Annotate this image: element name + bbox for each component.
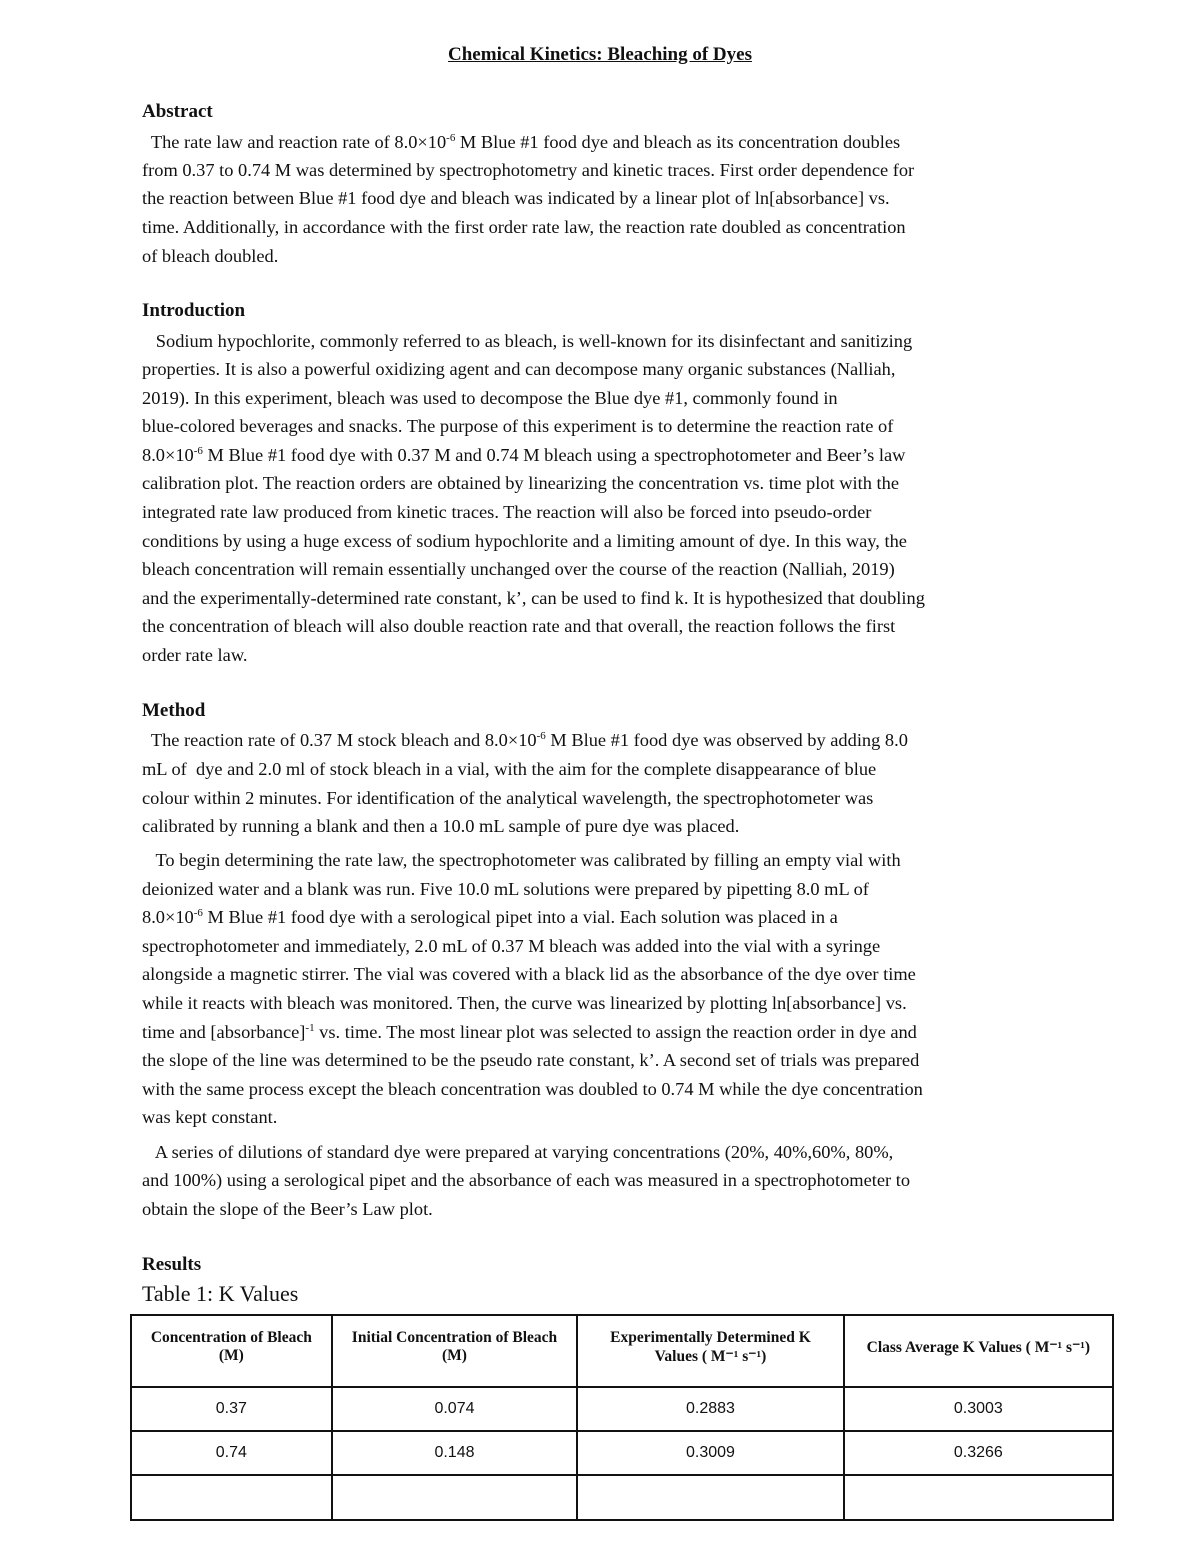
table-header-cell: Experimentally Determined K Values ( M⁻¹ s⁻¹) [577, 1315, 843, 1387]
method-heading: Method [142, 700, 206, 721]
method-line: the slope of the line was determined to be the pseudo rate constant, k’. A second set of trials was prepared [142, 1050, 920, 1070]
abstract-line: the reaction between Blue #1 food dye and bleach was indicated by a linear plot of ln[absorbance] vs. [142, 188, 890, 208]
table-cell [332, 1475, 578, 1520]
table-cell: 0.2883 [577, 1387, 843, 1431]
abstract-heading: Abstract [142, 101, 213, 122]
method-line: $8.0\times 10^{-6}$ M Blue #1 food dye with a serological pipet into a vial. Each solution was placed in a [142, 906, 838, 927]
method-line: mL of dye and 2.0 ml of stock bleach in a vial, with the aim for the complete disappearance of blue [142, 759, 877, 779]
table-cell: 0.3266 [844, 1431, 1113, 1475]
introduction-line: properties. It is also a powerful oxidizing agent and can decompose many organic substances (Nalliah, [142, 359, 896, 379]
method-line: calibrated by running a blank and then a 10.0 mL sample of pure dye was placed. [142, 816, 740, 836]
results-heading: Results [142, 1254, 202, 1275]
table-header-cell: Concentration of Bleach (M) [131, 1315, 332, 1387]
method-line: and 100%) using a serological pipet and the absorbance of each was measured in a spectrophotometer to [142, 1170, 911, 1190]
table-row [131, 1387, 1113, 1431]
abstract-line: The rate law and reaction rate of $8.0\times 10^{-6}$ M Blue #1 food dye and bleach as its concentration doubles [142, 131, 901, 152]
introduction-line: bleach concentration will remain essentially unchanged over the course of the reaction (Nalliah, 2019) [142, 559, 895, 579]
table-cell: 0.148 [332, 1431, 578, 1475]
method-line: while it reacts with bleach was monitored. Then, the curve was linearized by plotting ln[absorbance] vs. [142, 993, 907, 1013]
method-line: was kept constant. [142, 1107, 278, 1127]
table-cell: 0.3003 [844, 1387, 1113, 1431]
method-line: colour within 2 minutes. For identification of the analytical wavelength, the spectrophotometer was [142, 788, 874, 808]
table-caption: Table 1: K Values [142, 1281, 299, 1306]
table-row [131, 1431, 1113, 1475]
table-cell: 0.74 [131, 1431, 332, 1475]
k-values-table [130, 1314, 1114, 1521]
introduction-line: blue-colored beverages and snacks. The purpose of this experiment is to determine the reaction rate of [142, 416, 894, 436]
document-title: Chemical Kinetics: Bleaching of Dyes [448, 44, 752, 65]
introduction-heading: Introduction [142, 300, 246, 321]
table-header-cell: Class Average K Values ( M⁻¹ s⁻¹) [844, 1315, 1113, 1387]
abstract-line: from 0.37 to 0.74 M was determined by spectrophotometry and kinetic traces. First order dependence for [142, 160, 915, 180]
table-cell [577, 1475, 843, 1520]
table-cell: 0.3009 [577, 1431, 843, 1475]
abstract-line: of bleach doubled. [142, 246, 279, 266]
table-cell [131, 1475, 332, 1520]
introduction-line: and the experimentally-determined rate constant, k’, can be used to find k. It is hypothesized that doubling [142, 588, 925, 608]
table-cell: 0.37 [131, 1387, 332, 1431]
introduction-line: conditions by using a huge excess of sodium hypochlorite and a limiting amount of dye. In this way, the [142, 531, 907, 551]
introduction-line: integrated rate law produced from kinetic traces. The reaction will also be forced into pseudo-order [142, 502, 872, 522]
method-line: A series of dilutions of standard dye were prepared at varying concentrations (20%, 40%,60%, 80%, [142, 1142, 894, 1162]
method-line: alongside a magnetic stirrer. The vial was covered with a black lid as the absorbance of the dye over time [142, 964, 916, 984]
introduction-line: the concentration of bleach will also double reaction rate and that overall, the reaction follows the first [142, 616, 896, 636]
method-line: time and [absorbance]$^{-1}$ vs. time. The most linear plot was selected to assign the reaction order in dye and [142, 1021, 917, 1042]
table-cell: 0.074 [332, 1387, 578, 1431]
method-line: spectrophotometer and immediately, 2.0 mL of 0.37 M bleach was added into the vial with a syringe [142, 936, 881, 956]
method-line: The reaction rate of 0.37 M stock bleach and $8.0\times 10^{-6}$ M Blue #1 food dye was observed by adding 8.0 [142, 729, 908, 750]
table-cell [844, 1475, 1113, 1520]
method-line: To begin determining the rate law, the spectrophotometer was calibrated by filling an empty vial with [142, 850, 901, 870]
introduction-line: calibration plot. The reaction orders are obtained by linearizing the concentration vs. time plot with the [142, 473, 900, 493]
introduction-line: 2019). In this experiment, bleach was used to decompose the Blue dye #1, commonly found in [142, 388, 838, 408]
table-header-cell: Initial Concentration of Bleach (M) [332, 1315, 578, 1387]
table-header-row [131, 1315, 1113, 1387]
introduction-line: $8.0\times 10^{-6}$ M Blue #1 food dye with 0.37 M and 0.74 M bleach using a spectrophotometer and Beer’s law [142, 444, 906, 465]
method-line: obtain the slope of the Beer’s Law plot. [142, 1199, 433, 1219]
method-line: deionized water and a blank was run. Five 10.0 mL solutions were prepared by pipetting 8.0 mL of [142, 879, 869, 899]
abstract-line: time. Additionally, in accordance with the first order rate law, the reaction rate doubled as concentration [142, 217, 906, 237]
table-row [131, 1475, 1113, 1520]
introduction-line: order rate law. [142, 645, 248, 665]
introduction-line: Sodium hypochlorite, commonly referred to as bleach, is well-known for its disinfectant and sanitizing [142, 331, 913, 351]
method-line: with the same process except the bleach concentration was doubled to 0.74 M while the dye concentration [142, 1079, 923, 1099]
